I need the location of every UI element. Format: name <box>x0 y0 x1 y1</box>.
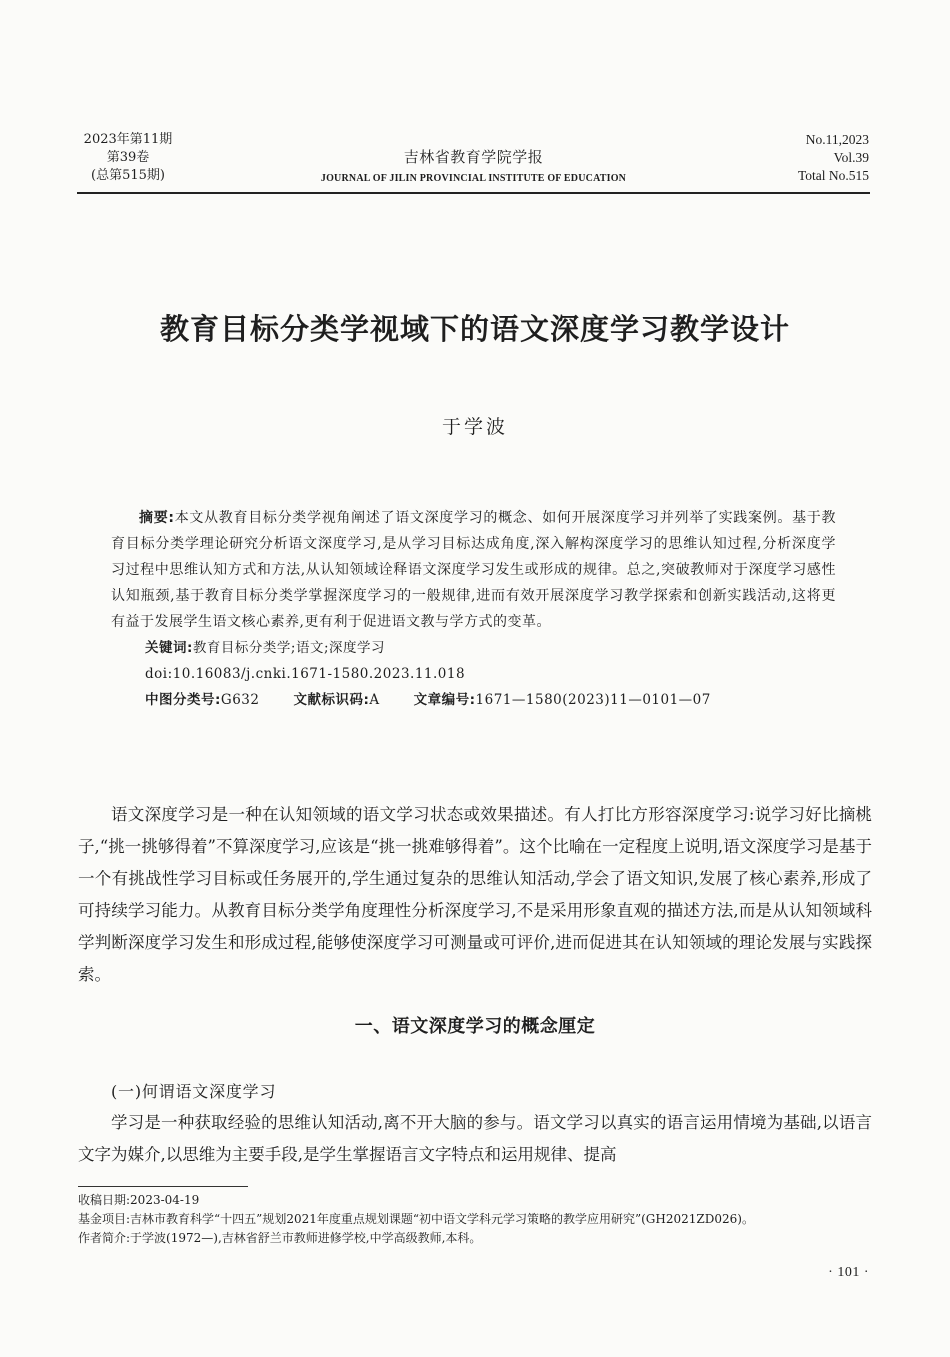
doi-line <box>111 661 836 687</box>
keywords-line <box>111 635 836 661</box>
section-heading: 一、语文深度学习的概念厘定 <box>354 1016 596 1037</box>
doi-text: doi:10.16083/j.cnki.1671-1580.2023.11.018 <box>145 666 466 682</box>
clc-value: G632 <box>220 692 260 708</box>
header-year-issue: 2023年第11期 <box>83 132 173 147</box>
footnote-received-date: 收稿日期:2023-04-19 <box>78 1193 200 1207</box>
article-author: 于学波 <box>441 416 508 438</box>
abstract-label: 摘要: <box>139 510 175 526</box>
body-intro <box>78 799 872 991</box>
keywords-text: 教育目标分类学;语文;深度学习 <box>192 640 386 656</box>
header-volume-en: Vol.39 <box>833 150 869 165</box>
header-volume-cn: 第39卷 <box>106 150 150 165</box>
footnote-divider <box>78 1186 248 1187</box>
section-1-paragraph: 学习是一种获取经验的思维认知活动,离不开大脑的参与。语文学习以真实的语言运用情境为基础,以语言文字为媒介,以思维为主要手段,是学生掌握语言文字特点和运用规律、提高 <box>78 1113 872 1164</box>
doc-code-label: 文献标识码: <box>293 692 370 708</box>
header-issue-info-en <box>798 131 869 185</box>
subsection-heading: (一)何谓语文深度学习 <box>111 1082 277 1101</box>
abstract-block <box>111 505 836 713</box>
header-journal-name <box>78 147 869 187</box>
footnotes <box>78 1191 872 1248</box>
abstract-paragraph <box>111 505 836 635</box>
doc-code-value: A <box>369 692 380 708</box>
classification-line <box>111 687 836 713</box>
intro-paragraph: 语文深度学习是一种在认知领域的语文学习状态或效果描述。有人打比方形容深度学习:说学习好比摘桃子,“挑一挑够得着”不算深度学习,应该是“挑一挑难够得着”。这个比喻在一定程度上说明,语文深度学习是基于一个有挑战性学习目标或任务展开的,学生通过复杂的思维认知活动,学会了语文知识,发展了核心素养,形成了可持续学习能力。从教育目标分类学角度理性分析深度学习,不是采用形象直观的描述方法,而是从认知领域科学判断深度学习发生和形成过程,能够使深度学习可测量或可评价,进而促进其在认知领域的理论发展与实践探索。 <box>78 805 872 984</box>
article-no-value: 1671—1580(2023)11—0101—07 <box>475 692 711 708</box>
footnote-author-bio: 作者简介:于学波(1972—),吉林省舒兰市教师进修学校,中学高级教师,本科。 <box>78 1231 482 1245</box>
header-total-cn: (总第515期) <box>91 168 165 183</box>
keywords-label: 关键词: <box>145 640 193 656</box>
article-title: 教育目标分类学视域下的语文深度学习教学设计 <box>159 312 790 346</box>
running-header <box>78 131 869 189</box>
clc-label: 中图分类号: <box>145 692 221 708</box>
header-total-en: Total No.515 <box>797 168 869 183</box>
article-no-label: 文章编号: <box>413 692 476 708</box>
header-divider <box>77 192 870 194</box>
page-number: · 101 · <box>828 1265 869 1280</box>
body-section-1 <box>78 1107 872 1171</box>
header-issue-en: No.11,2023 <box>805 132 869 147</box>
journal-name-en: JOURNAL OF JILIN PROVINCIAL INSTITUTE OF EDUCATION <box>320 173 627 184</box>
abstract-text: 本文从教育目标分类学视角阐述了语文深度学习的概念、如何开展深度学习并列举了实践案例。基于教育目标分类学理论研究分析语文深度学习,是从学习目标达成角度,深入解构深度学习的思维认知过程,分析深度学习过程中思维认知方式和方法,从认知领域诠释语文深度学习发生或形成的规律。总之,突破教师对于深度学习感性认知瓶颈,基于教育目标分类学掌握深度学习的一般规律,进而有效开展深度学习教学探索和创新实践活动,这将更有益于发展学生语文核心素养,更有利于促进语文教与学方式的变革。 <box>111 510 836 630</box>
footnote-funding: 基金项目:吉林市教育科学“十四五”规划2021年度重点规划课题“初中语文学科元学习策略的教学应用研究”(GH2021ZD026)。 <box>78 1212 754 1226</box>
journal-name-cn: 吉林省教育学院学报 <box>403 148 544 166</box>
